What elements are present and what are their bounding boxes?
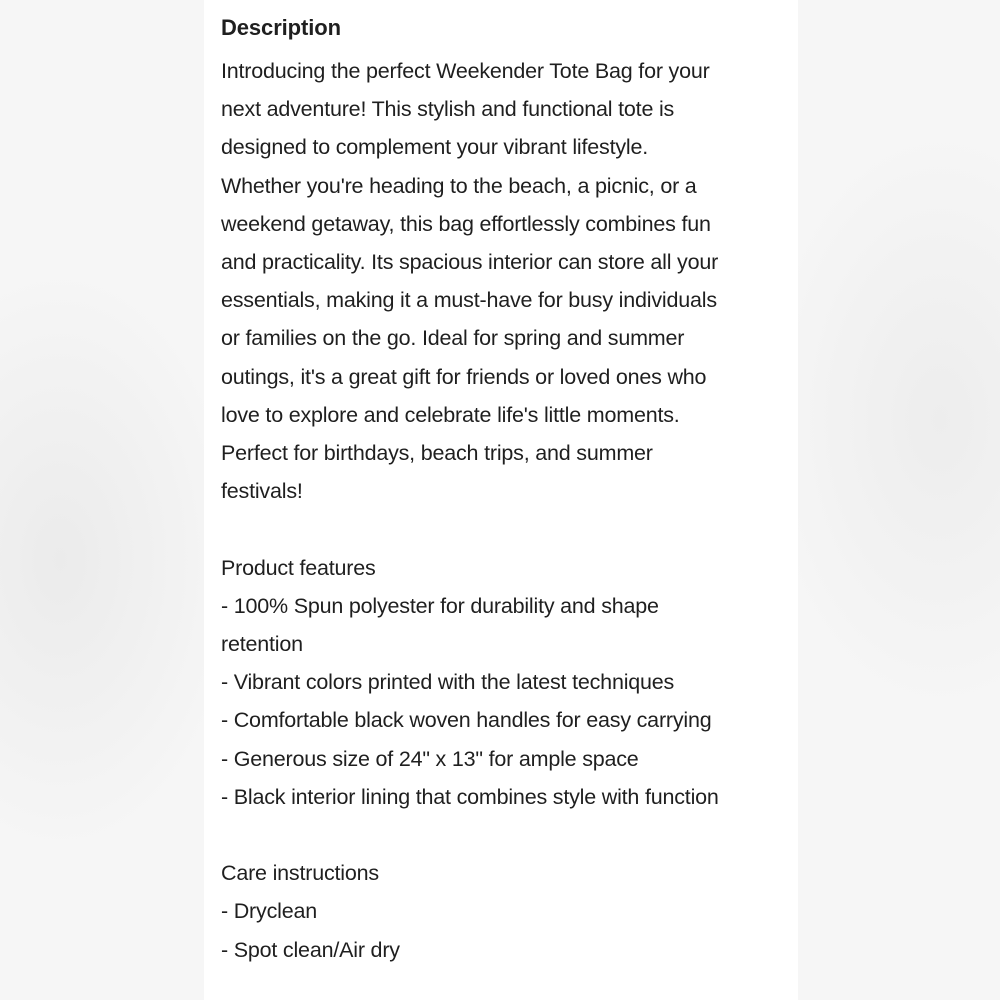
description-heading: Description bbox=[221, 15, 341, 40]
feature-item: - Generous size of 24" x 13" for ample space bbox=[221, 746, 639, 771]
feature-item: - Vibrant colors printed with the latest techniques bbox=[221, 670, 675, 695]
care-instructions-heading: Care instructions bbox=[221, 861, 379, 886]
description-line: and practicality. Its spacious interior can store all your bbox=[221, 250, 719, 275]
product-features-section bbox=[221, 549, 798, 816]
description-line: love to explore and celebrate life's little moments. bbox=[221, 402, 680, 427]
feature-item: - 100% Spun polyester for durability and shape bbox=[221, 593, 659, 618]
care-item: - Dryclean bbox=[221, 899, 317, 924]
description-line: outings, it's a great gift for friends or loved ones who bbox=[221, 364, 707, 389]
feature-item: - Black interior lining that combines style with function bbox=[221, 784, 719, 809]
care-instructions-section bbox=[221, 854, 798, 969]
spacer bbox=[221, 816, 798, 854]
description-line: Whether you're heading to the beach, a picnic, or a bbox=[221, 173, 697, 198]
description-line: next adventure! This stylish and functional tote is bbox=[221, 97, 675, 122]
description-line: weekend getaway, this bag effortlessly combines fun bbox=[221, 211, 711, 236]
feature-item: retention bbox=[221, 632, 303, 657]
description-line: designed to complement your vibrant lifestyle. bbox=[221, 135, 648, 160]
description-paragraph bbox=[221, 52, 798, 510]
spacer bbox=[221, 510, 798, 548]
description-line: Perfect for birthdays, beach trips, and summer bbox=[221, 441, 653, 466]
feature-item: - Comfortable black woven handles for easy carrying bbox=[221, 708, 712, 733]
care-item: - Spot clean/Air dry bbox=[221, 937, 400, 962]
description-line: or families on the go. Ideal for spring and summer bbox=[221, 326, 685, 351]
description-panel bbox=[204, 0, 798, 1000]
description-line: festivals! bbox=[221, 479, 303, 504]
description-line: essentials, making it a must-have for busy individuals bbox=[221, 288, 717, 313]
product-features-heading: Product features bbox=[221, 555, 376, 580]
description-line: Introducing the perfect Weekender Tote Bag for your bbox=[221, 59, 710, 83]
